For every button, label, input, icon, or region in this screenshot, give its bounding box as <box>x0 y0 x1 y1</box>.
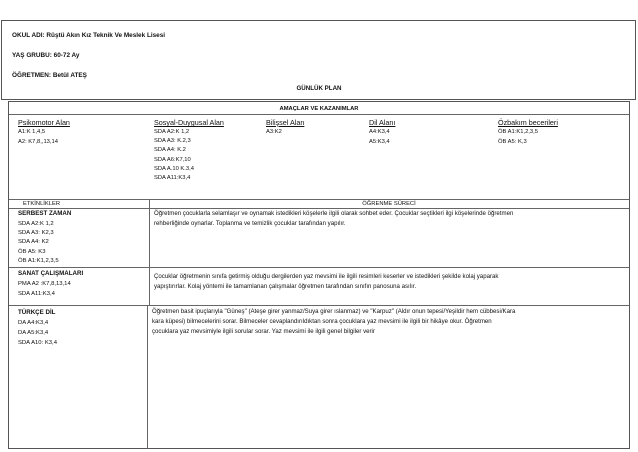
section-title-art: SANAT ÇALIŞMALARI <box>18 270 84 277</box>
age-group: YAŞ GRUBU: 60-72 Ay <box>12 52 80 59</box>
objective-col-title: Sosyal-Duygusal Alan <box>154 118 224 127</box>
process-line: Öğretmen basit ipuçlarıyla "Güneş" (Ateşe girer yanmaz/Suya girer ıslanmaz) ve "Karpuz" (Aldır onun tepesi/Yeşildir hem cübbesi/Kara <box>152 308 516 315</box>
objective-item: SDA A3: K.2,3 <box>154 138 191 144</box>
process-line: rehberliğinde oynarlar. Toplanma ve temizlik çocuklar tarafından yapılır. <box>154 220 346 227</box>
section-item: DA A4:K3,4 <box>18 320 49 326</box>
section-item: SDA A4: K2 <box>18 239 49 245</box>
section-item: SDA A10: K3,4 <box>18 340 57 346</box>
section-item: SDA A3: K2,3 <box>18 230 54 236</box>
teacher-name: ÖĞRETMEN: Betül ATEŞ <box>12 72 87 79</box>
objective-item: SDA A11:K3,4 <box>154 175 191 181</box>
objective-item: SDA A2:K 1,2 <box>154 129 190 135</box>
divider <box>9 305 629 306</box>
section-item: DA A5:K3,4 <box>18 330 49 336</box>
section-process-free-time <box>154 209 626 229</box>
objectives-heading: AMAÇLAR VE KAZANIMLAR <box>279 106 359 112</box>
objective-item: SDA A.10 K.3,4 <box>154 166 194 172</box>
section-process-turkish <box>152 307 626 337</box>
objective-col-title: Dil Alanı <box>369 118 396 127</box>
objective-item: ÖB A1:K1,2,3,5 <box>498 129 538 135</box>
objective-col-title: Bilişsel Alan <box>266 118 305 127</box>
plan-title: GÜNLÜK PLAN <box>296 85 342 92</box>
divider <box>9 267 629 268</box>
process-line: yapıştırırlar. Kolaj yöntemi ile tamamlanan çalışmalar öğretmen tarafından sınıfın panosuna asılır. <box>154 283 417 290</box>
plan-table <box>8 101 630 449</box>
section-item: ÖB A1:K1,2,3,5 <box>18 258 59 264</box>
section-title-turkish: TÜRKÇE DİL <box>18 309 56 316</box>
process-label: ÖĞRENME SÜRECİ <box>362 201 416 207</box>
process-line: Öğretmen çocuklarla selamlaşır ve oynamak istedikleri köşelerle ilgili olarak sohbet eder. Çocuklar seçtikleri ilgi köşelerinde öğretmen <box>154 210 514 217</box>
section-process-art <box>154 272 626 292</box>
section-item: ÖB A5: K3 <box>18 249 46 255</box>
activities-label: ETKİNLİKLER <box>23 201 61 207</box>
section-item: SDA A2:K 1,2 <box>18 221 54 227</box>
process-line: çocuklara yaz mevsimiyle ilgili sorular sorar. Yaz mevsimi ile ilgili genel bilgiler verir <box>152 328 375 335</box>
objective-item: SDA A6:K7,10 <box>154 157 191 163</box>
objective-item: A4:K3,4 <box>369 129 390 135</box>
objective-item: ÖB A5: K,3 <box>498 139 527 145</box>
objective-item: A2: K7,8,,13,14 <box>18 139 58 145</box>
divider <box>9 199 629 200</box>
process-line: Çocuklar öğretmenin sınıfa getirmiş olduğu dergilerden yaz mevsimi ile ilgili resimleri keserler ve istedikleri şekilde kolaj yaparak <box>154 273 499 280</box>
column-divider <box>147 305 148 449</box>
objective-col-title: Psikomotor Alan <box>18 118 70 127</box>
section-title-free-time: SERBEST ZAMAN <box>18 210 72 217</box>
objective-item: A1:K 1,4,5 <box>18 129 46 135</box>
objective-item: A5:K3,4 <box>369 139 390 145</box>
objective-item: SDA A4: K.2 <box>154 147 186 153</box>
section-item: PMA A2 :K7,8,13,14 <box>18 281 71 287</box>
column-divider <box>149 199 150 305</box>
objective-col-title: Özbakım becerileri <box>498 118 558 127</box>
process-line: kara küpesi) bilmecelerini sorar. Bilmeceler cevaplandırıldıktan sonra çocuklara yaz mevsimi ile ilgili bir hikâye okur. Öğretmen <box>152 318 492 325</box>
objective-item: A3:K2 <box>266 129 282 135</box>
section-item: SDA A11:K3,4 <box>18 291 55 297</box>
objectives-columns <box>9 114 629 185</box>
school-name: OKUL ADI: Rüştü Akın Kız Teknik Ve Meslek Lisesi <box>12 32 166 39</box>
